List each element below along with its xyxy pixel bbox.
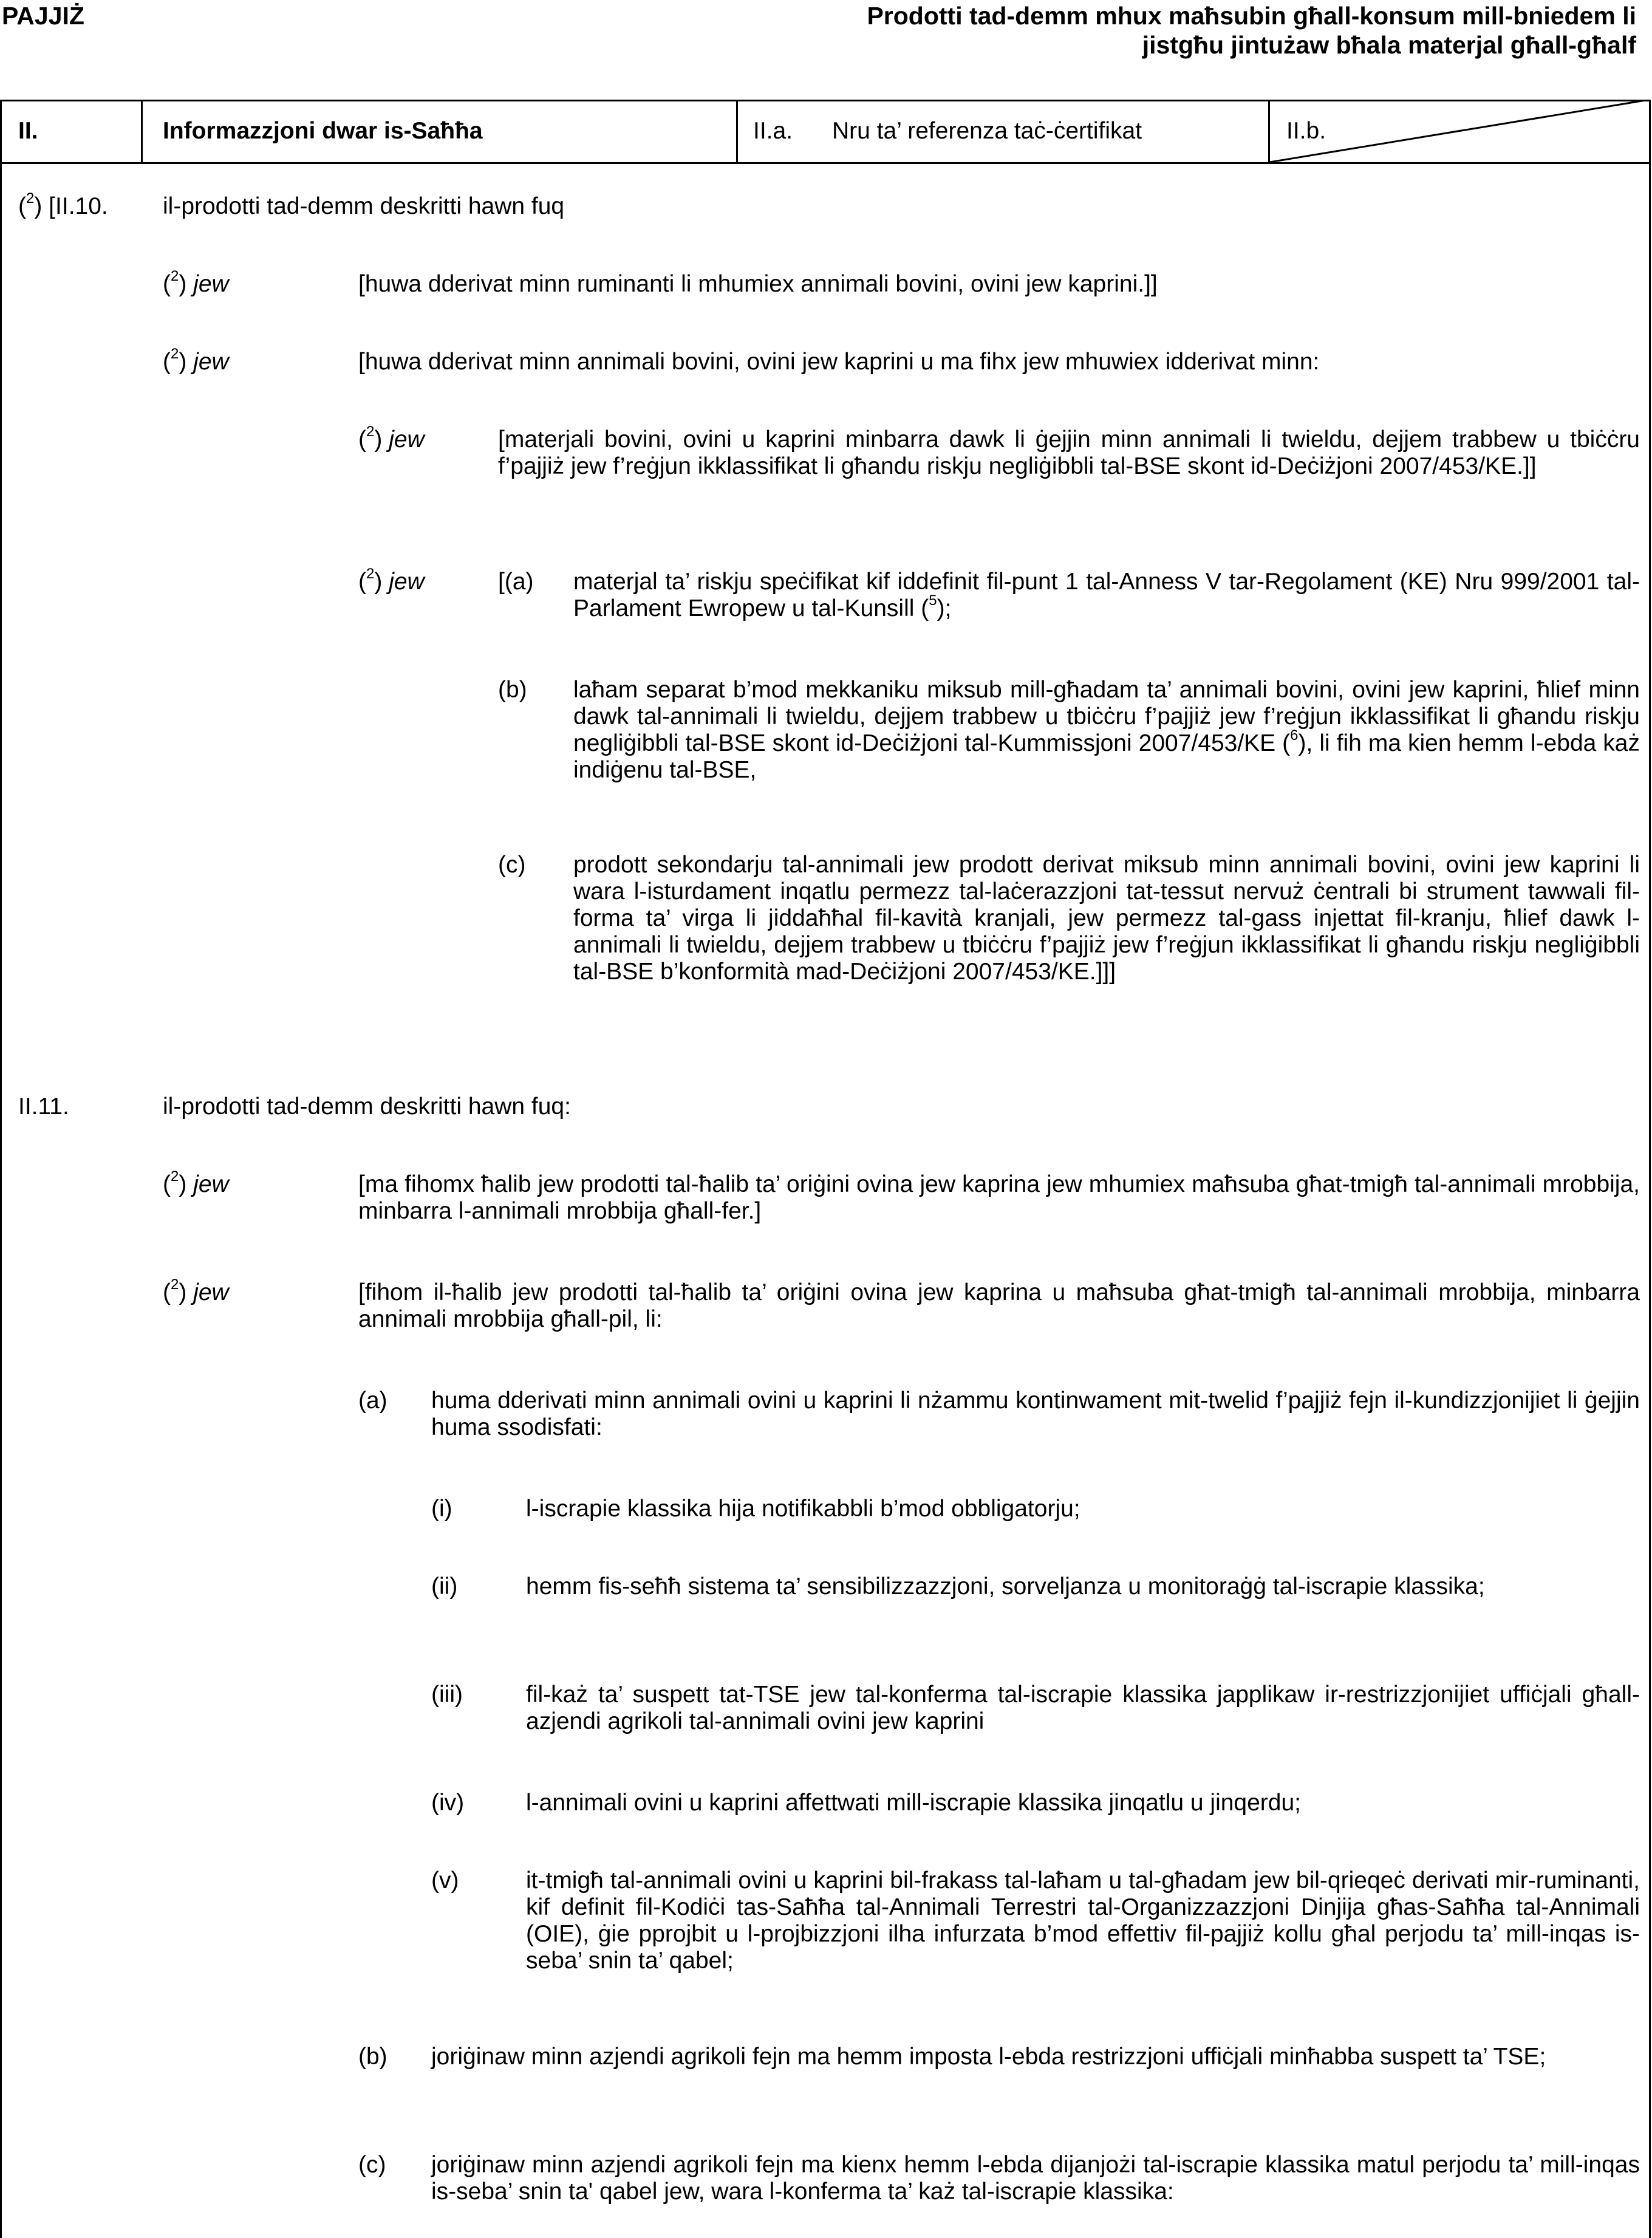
ii11-c-label: (c) [358,2152,386,2178]
ii11-heading: il-prodotti tad-demm deskritti hawn fuq: [163,1093,571,1120]
ref-b-code: II.b. [1286,118,1326,144]
country-label: PAJJIŻ [2,2,84,30]
ref-a-code: II.a. [753,118,793,144]
ii11-a-text: huma dderivati minn annimali ovini u kaprini li nżammu kontinwament mit-twelid f’pajjiż fejn il-kundizzjonijiet li ġejjin huma ssodisfati: [431,1388,1640,1440]
ii11-item-iv-label: (iv) [431,1790,465,1816]
ii10-alt2-marker: ($^2$) jew [163,346,229,375]
ii10-heading: il-prodotti tad-demm deskritti hawn fuq [163,193,565,219]
ii10-sub2-b-label: (b) [498,677,527,703]
ii11-number: II.11. [18,1093,69,1120]
ii11-alt1-text: [ma fihomx ħalib jew prodotti tal-ħalib ta’ oriġini ovina jew kaprina jew mhumiex maħsuba għat-tmigħ tal-annimali mrobbija, minbarra l-annimali mrobbija għall-fer.] [358,1171,1640,1224]
ii11-item-i-label: (i) [431,1496,452,1522]
section-header-row [0,100,1651,164]
ii11-item-v-label: (v) [431,1867,459,1894]
ii11-a-label: (a) [358,1388,387,1414]
section-title: Informazzjoni dwar is-Saħħa [163,118,483,144]
column-divider [736,100,738,162]
ii11-item-iii-text: fil-każ ta’ suspett tat-TSE jew tal-konferma tal-iscrapie klassika japplikaw ir-restrizzjonijiet uffiċjali għall-azjendi agrikoli tal-annimali ovini jew kaprini [526,1682,1640,1734]
ii10-alt2-text: [huwa dderivat minn annimali bovini, ovini jew kaprini u ma fihx jew mhuwiex idderivat minn: [358,349,1320,375]
ii11-alt1-marker: ($^2$) jew [163,1168,229,1197]
ii11-alt2-marker: ($^2$) jew [163,1276,229,1306]
document-title: Prodotti tad-demm mhux maħsubin għall-konsum mill-bniedem li jistgħu jintużaw bħala materjal għall-għalf [867,2,1636,59]
ii10-sub1-marker: ($^2$) jew [358,423,425,453]
ii11-item-iii-label: (iii) [431,1682,463,1708]
ii10-number: ($^2$) [II.10. [18,190,108,219]
column-divider [141,100,143,162]
ii11-item-ii-label: (ii) [431,1573,458,1600]
section-number: II. [18,118,38,144]
certificate-reference-label: Nru ta’ referenza taċ-ċertifikat [832,118,1142,144]
ii11-item-v-text: it-tmigħ tal-annimali ovini u kaprini bil-frakass tal-laħam u tal-għadam jew bil-qrieqeċ derivati mir-ruminanti, kif definit fil-Kodiċi tas-Saħħa tal-Annimali Terrestri tal-Organizzazzjoni Dinjija għas-Saħħa tal-Annimali (OIE), ġie pprojbit u l-projbizzjoni ilha infurzata b’mod effettiv fil-pajjiż kollu għal perjodu ta’ mill-inqas is-seba’ snin ta’ qabel; [526,1867,1640,1974]
diagonal-strike [1269,100,1650,162]
ii10-sub1-text: [materjali bovini, ovini u kaprini minbarra dawk li ġejjin minn annimali li twieldu, dejjem trabbew u tbiċċru f’pajjiż jew f’reġjun ikklassifikat li għandu riskju negliġibbli tal-BSE skont id-Deċiżjoni 2007/453/KE.]] [498,426,1640,479]
ii11-item-ii-text: hemm fis-seħħ sistema ta’ sensibilizzazzjoni, sorveljanza u monitoraġġ tal-iscrapie klassika; [526,1573,1485,1600]
ii10-sub2-a-text: materjal ta’ riskju speċifikat kif iddefinit fil-punt 1 tal-Anness V tar-Regolament (KE) Nru 999/2001 tal-Parlament Ewropew u tal-Kunsill ($^5$); [573,569,1640,621]
ii10-sub2-b-text: laħam separat b’mod mekkaniku miksub mill-għadam ta’ annimali bovini, ovini jew kaprini, ħlief minn dawk tal-annimali li twieldu, dejjem trabbew u tbiċċru f’pajjiż jew f’reġjun ikklassifikat li għandu riskju negliġibbli tal-BSE skont id-Deċiżjoni tal-Kummissjoni 2007/453/KE ($^6$), li fih ma kien hemm l-ebda każ indiġenu tal-BSE, [573,677,1640,783]
ii10-sub2-marker: ($^2$) jew [358,566,425,595]
ii10-sub2-c-label: (c) [498,852,526,878]
ii10-alt1-marker: ($^2$) jew [163,268,229,297]
ii11-b-label: (b) [358,2044,387,2070]
ii10-alt1-text: [huwa dderivat minn ruminanti li mhumiex annimali bovini, ovini jew kaprini.]] [358,271,1158,297]
ii11-item-i-text: l-iscrapie klassika hija notifikabbli b’mod obbligatorju; [526,1496,1080,1522]
ii11-alt2-text: [fihom il-ħalib jew prodotti tal-ħalib ta’ oriġini ovina jew kaprina u maħsuba għat-tmigħ tal-annimali mrobbija, minbarra annimali mrobbija għall-pil, li: [358,1279,1640,1332]
ii11-item-iv-text: l-annimali ovini u kaprini affettwati mill-iscrapie klassika jinqatlu u jinqerdu; [526,1790,1302,1816]
ii11-b-text: joriġinaw minn azjendi agrikoli fejn ma hemm imposta l-ebda restrizzjoni uffiċjali minħabba suspett ta’ TSE; [431,2044,1546,2070]
ii10-sub2-c-text: prodott sekondarju tal-annimali jew prodott derivat miksub minn annimali bovini, ovini jew kaprini li wara l-isturdament inqatlu permezz tal-laċerazzjoni tat-tessut nervuż ċentrali bi strument tawwali fil-forma ta’ virga li jiddaħħal fil-kavità kranjali, jew permezz tal-gass injettat fil-kranju, ħlief dawk l-annimali li twieldu, dejjem trabbew u tbiċċru f’pajjiż jew f’reġjun ikklassifikat li għandu riskju negliġibbli tal-BSE b’konformità mad-Deċiżjoni 2007/453/KE.]]] [573,852,1640,985]
ii11-c-text: joriġinaw minn azjendi agrikoli fejn ma kienx hemm l-ebda dijanjożi tal-iscrapie klassika matul perjodu ta’ mill-inqas is-seba’ snin ta' qabel jew, wara l-konferma ta’ każ tal-iscrapie klassika: [431,2152,1640,2205]
ii10-sub2-a-label: [(a) [498,569,534,595]
